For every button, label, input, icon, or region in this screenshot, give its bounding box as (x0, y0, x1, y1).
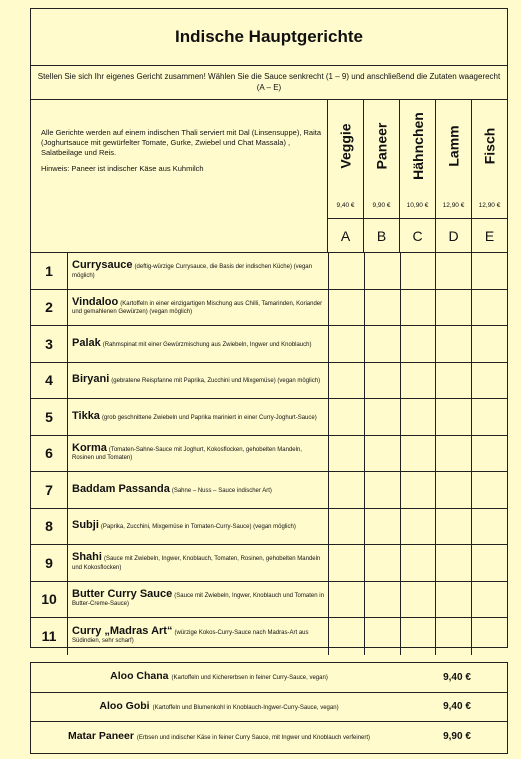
sauce-description: (Rahmspinat mit einer Gewürzmischung aus Zwiebeln, Ingwer und Knoblauch) (102, 341, 312, 348)
side-dish-name: Matar Paneer (67, 729, 134, 742)
choice-cell (471, 399, 507, 435)
choice-cell (435, 363, 471, 399)
choice-cell (471, 545, 507, 581)
sauce-number: 10 (31, 582, 68, 618)
sauce-name: Palak (72, 336, 101, 349)
table-row (31, 399, 507, 436)
choice-cell (435, 436, 471, 472)
choice-cells (328, 618, 507, 655)
column-label: Fisch (481, 127, 498, 165)
choice-cell (328, 472, 364, 508)
column-veggie (327, 100, 363, 252)
choice-cell (435, 582, 471, 618)
choice-cell (328, 253, 364, 289)
choice-cell (364, 253, 400, 289)
choice-cell (435, 399, 471, 435)
sauce-name: Shahi (72, 551, 102, 564)
choice-cell (400, 326, 436, 362)
sauce-number: 6 (31, 436, 68, 472)
table-row (31, 290, 507, 327)
side-dish-description: (Kartoffeln und Kichererbsen in feiner Curry-Sauce, vegan) (171, 675, 328, 682)
choice-cell (328, 582, 364, 618)
sauce-cell (68, 363, 328, 399)
choice-cell (400, 253, 436, 289)
side-dishes-table (30, 662, 508, 754)
column-haehnchen (399, 100, 435, 252)
sauce-cell (68, 436, 328, 472)
choice-cell (471, 618, 507, 655)
sauce-number: 11 (31, 618, 68, 655)
column-price: 12,90 € (442, 201, 465, 209)
sauce-description: (Kartoffeln in einer einzigartigen Mischung aus Chilli, Tamarinden, Koriander und gemahlenen Gewürzen) (vegan möglich) (72, 300, 323, 316)
sauce-cell (68, 290, 328, 326)
column-price: 10,90 € (406, 201, 429, 209)
choice-cell (471, 253, 507, 289)
column-price: 12,90 € (478, 201, 501, 209)
column-price: 9,90 € (372, 201, 391, 209)
choice-cell (400, 618, 436, 655)
column-label: Paneer (373, 122, 390, 170)
sauce-name: Butter Curry Sauce (72, 587, 173, 600)
choice-cell (400, 472, 436, 508)
choice-cell (471, 472, 507, 508)
sauce-name: Tikka (72, 409, 100, 422)
sauce-number: 9 (31, 545, 68, 581)
sauce-number: 1 (31, 253, 68, 289)
sauce-name: Currysauce (72, 259, 133, 272)
table-row (31, 582, 507, 619)
side-dish-text (31, 672, 407, 682)
choice-cell (400, 582, 436, 618)
sauce-description: (gebratene Reispfanne mit Paprika, Zucchini und Mixgemüse) (vegan möglich) (111, 378, 321, 384)
column-letter: C (400, 218, 435, 252)
choice-cell (328, 509, 364, 545)
sauce-name: Subji (72, 519, 99, 531)
sauce-description: (Sauce mit Zwiebeln, Ingwer, Knoblauch und Tomaten in Butter-Creme-Sauce) (72, 592, 324, 608)
choice-cell (471, 582, 507, 618)
choice-cell (400, 399, 436, 435)
menu-table (30, 8, 508, 648)
choice-cell (364, 436, 400, 472)
sauce-cell (68, 399, 328, 435)
sauce-rows (31, 253, 507, 655)
choice-cell (364, 399, 400, 435)
choice-cells (328, 363, 507, 399)
column-letter: B (364, 218, 399, 252)
choice-cells (328, 509, 507, 545)
column-label: Lamm (445, 125, 462, 167)
sauce-number: 4 (31, 363, 68, 399)
choice-cell (400, 509, 436, 545)
column-letter: A (328, 218, 363, 252)
side-dish-row (31, 693, 507, 723)
choice-cell (471, 326, 507, 362)
column-letter: E (472, 218, 507, 252)
choice-cell (435, 253, 471, 289)
side-dish-text (31, 699, 407, 712)
table-row (31, 472, 507, 509)
side-dish-name: Aloo Chana (110, 670, 169, 683)
side-dish-price: 9,40 € (443, 701, 471, 713)
sauce-cell (68, 582, 328, 618)
choice-cell (435, 618, 471, 655)
column-price: 9,40 € (336, 201, 355, 209)
page-title: Indische Hauptgerichte (31, 9, 507, 66)
sauce-number: 7 (31, 472, 68, 508)
side-dish-row (31, 722, 507, 752)
sauce-cell (68, 618, 328, 655)
table-row (31, 618, 507, 655)
intro-text (41, 128, 323, 180)
side-dish-price: 9,90 € (443, 731, 471, 743)
sauce-number: 8 (31, 509, 68, 545)
choice-cell (364, 363, 400, 399)
choice-cell (328, 399, 364, 435)
intro-note: Hinweis: Paneer ist indischer Käse aus Kuhmilch (41, 164, 204, 173)
table-row (31, 363, 507, 400)
sauce-cell (68, 253, 328, 289)
choice-cell (364, 509, 400, 545)
choice-cell (364, 582, 400, 618)
sauce-number: 2 (31, 290, 68, 326)
sauce-cell (68, 545, 328, 581)
choice-cell (328, 545, 364, 581)
choice-cells (328, 545, 507, 581)
choice-cell (328, 618, 364, 655)
column-fisch (471, 100, 507, 252)
sauce-description: (grob geschnittene Zwiebeln und Paprika mariniert in einer Curry-Joghurt-Sauce) (101, 414, 317, 421)
sauce-description: (Sahne – Nuss – Sauce indischer Art) (171, 487, 272, 494)
choice-cell (364, 618, 400, 655)
sauce-number: 3 (31, 326, 68, 362)
intro-paragraph: Alle Gerichte werden auf einem indischen Thali serviert mit Dal (Linsensuppe), Raita (Joghurtsauce mit gewürfelter Tomate, Gurke, Zwiebel und Chat Massala) , Salatbeilage und Reis. (41, 128, 321, 157)
side-dish-description: (Kartoffeln und Blumenkohl in Knoblauch-Ingwer-Curry-Sauce, vegan) (152, 704, 339, 711)
choice-cell (435, 326, 471, 362)
column-letter: D (436, 218, 471, 252)
sauce-cell (68, 509, 328, 545)
choice-cells (328, 253, 507, 289)
side-dish-price: 9,40 € (443, 671, 471, 683)
choice-cell (435, 290, 471, 326)
choice-cell (471, 363, 507, 399)
protein-columns (327, 100, 507, 252)
choice-cell (328, 436, 364, 472)
choice-cell (364, 326, 400, 362)
choice-cells (328, 399, 507, 435)
sauce-name: Vindaloo (72, 295, 119, 308)
table-row (31, 326, 507, 363)
column-label: Hähnchen (409, 112, 426, 180)
side-dish-description: (Erbsen und indischer Käse in feiner Curry Sauce, mit Ingwer und Knoblauch verfeinert) (136, 734, 371, 741)
choice-cell (400, 363, 436, 399)
choice-cell (328, 290, 364, 326)
choice-cell (471, 436, 507, 472)
sauce-name: Curry „Madras Art“ (72, 624, 173, 637)
table-row (31, 253, 507, 290)
sauce-number: 5 (31, 399, 68, 435)
choice-cell (328, 363, 364, 399)
column-lamm (435, 100, 471, 252)
table-row (31, 436, 507, 473)
sauce-description: (Paprika, Zucchini, Mixgemüse in Tomaten-Curry-Sauce) (vegan möglich) (100, 524, 296, 530)
choice-cell (364, 472, 400, 508)
choice-cell (435, 545, 471, 581)
sauce-description: (würzige Kokos-Curry-Sauce nach Madras-Art aus Südindien, sehr scharf) (72, 629, 309, 645)
sauce-description: (deftig-würzige Currysauce, die Basis der indischen Küche) (vegan möglich) (72, 264, 312, 279)
column-label: Veggie (337, 123, 354, 169)
sauce-description: (Tomaten-Sahne-Sauce mit Joghurt, Kokosflocken, gehobelten Mandeln, Rosinen und Tomaten) (72, 446, 302, 462)
sauce-name: Baddam Passanda (72, 482, 170, 495)
table-row (31, 545, 507, 582)
choice-cells (328, 472, 507, 508)
choice-cells (328, 290, 507, 326)
side-dish-text (31, 729, 407, 742)
choice-cell (364, 290, 400, 326)
choice-cell (364, 545, 400, 581)
choice-cell (328, 326, 364, 362)
choice-cell (471, 290, 507, 326)
choice-cells (328, 326, 507, 362)
choice-cell (471, 509, 507, 545)
sauce-name: Korma (72, 441, 107, 454)
choice-cell (400, 545, 436, 581)
choice-cells (328, 436, 507, 472)
side-dish-row (31, 663, 507, 693)
instruction-text: Stellen Sie sich Ihr eigenes Gericht zusammen! Wählen Sie die Sauce senkrecht (1 – 9) und anschließend die Zutaten waagerecht (A – E) (31, 66, 507, 100)
table-row (31, 509, 507, 546)
choice-cell (400, 436, 436, 472)
choice-cells (328, 582, 507, 618)
choice-cell (400, 290, 436, 326)
choice-cell (435, 472, 471, 508)
column-paneer (363, 100, 399, 252)
side-dish-name: Aloo Gobi (99, 699, 150, 712)
table-header (31, 100, 507, 253)
sauce-cell (68, 326, 328, 362)
sauce-cell (68, 472, 328, 508)
sauce-name: Biryani (72, 373, 110, 385)
choice-cell (435, 509, 471, 545)
sauce-description: (Sauce mit Zwiebeln, Ingwer, Knoblauch, Tomaten, Rosinen, gehobelten Mandeln und Kokosflocken) (72, 556, 321, 571)
